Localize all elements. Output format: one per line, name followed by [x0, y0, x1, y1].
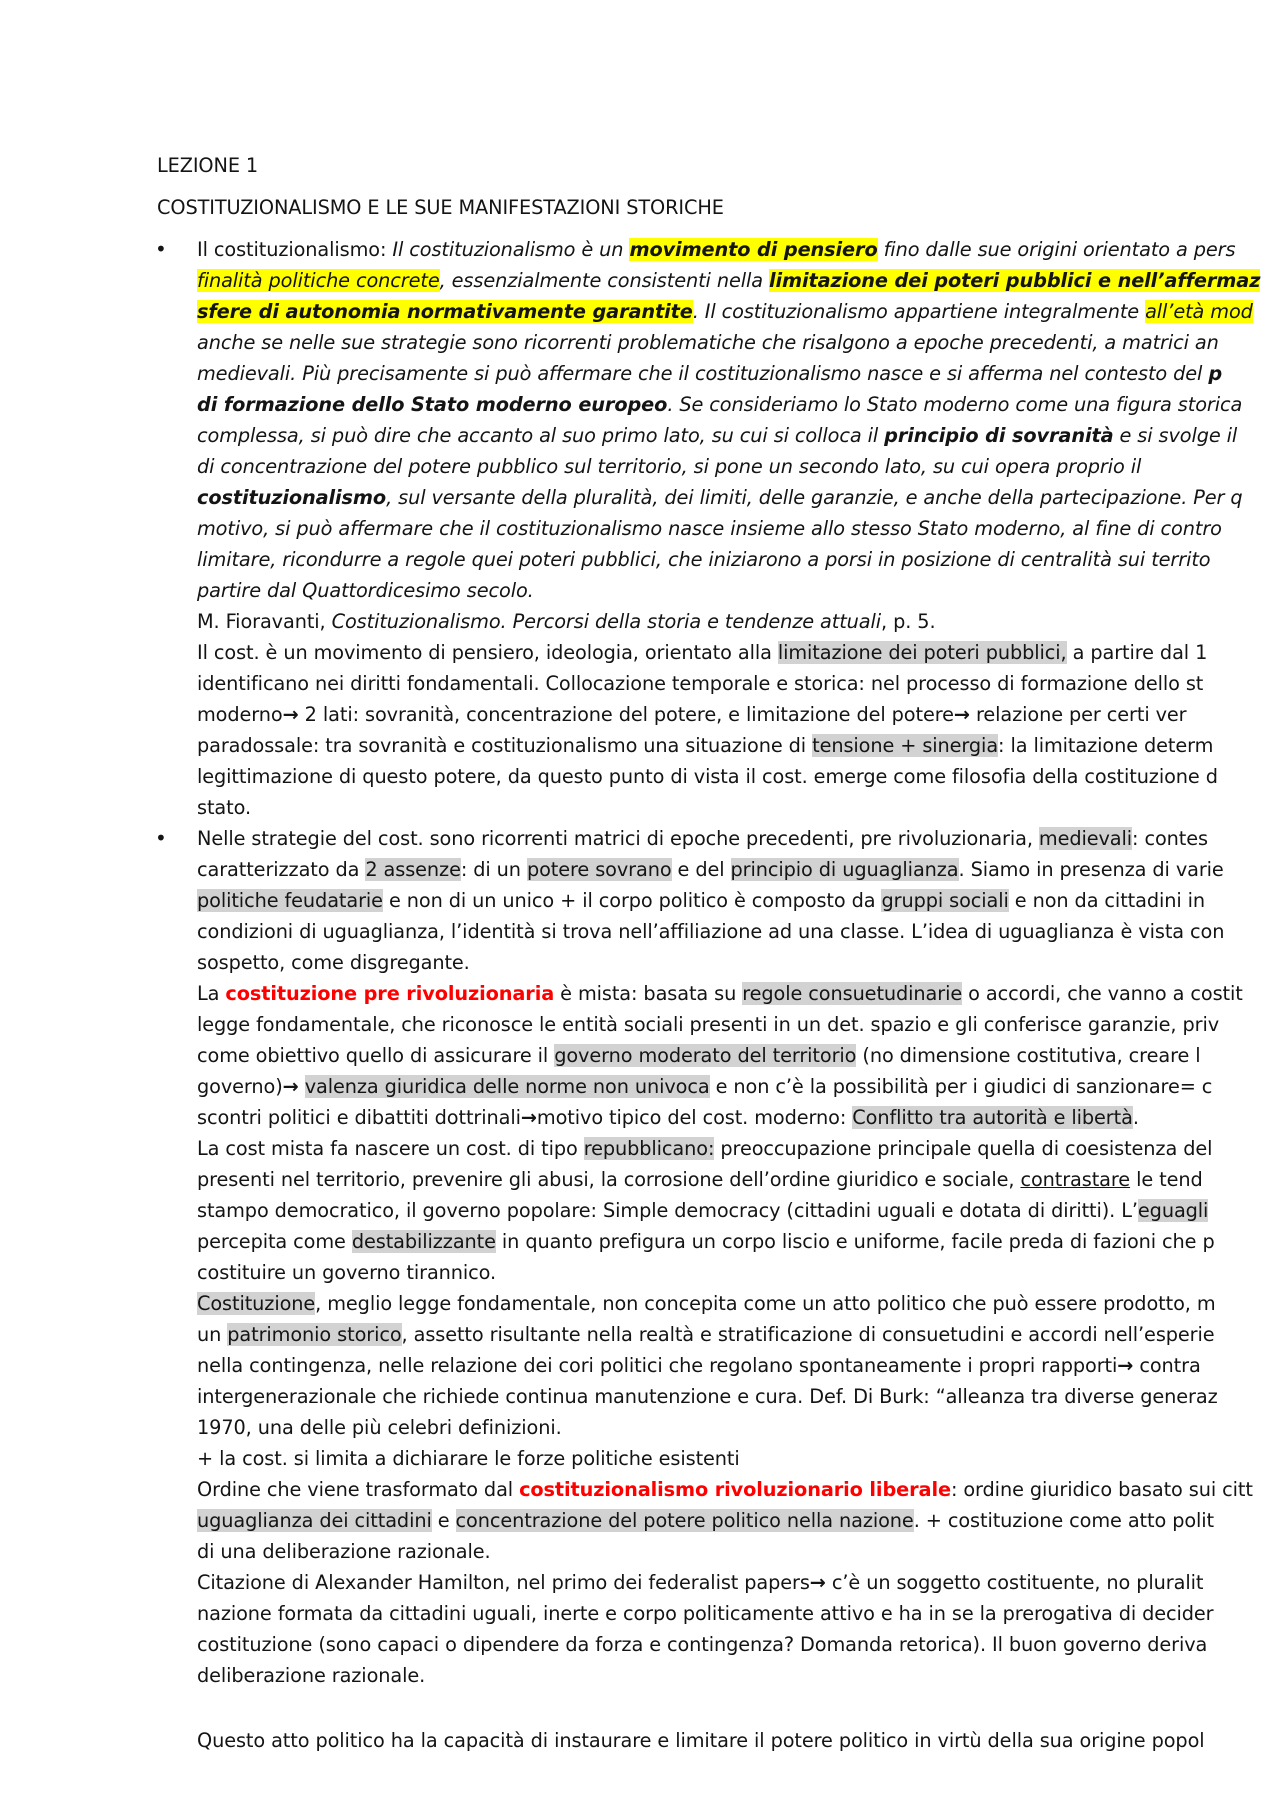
- text-line: [197, 1474, 1253, 1505]
- arrow-icon: →: [809, 1571, 826, 1594]
- arrow-icon: →: [282, 1075, 299, 1098]
- text-run: : di un: [460, 858, 527, 881]
- text-line: [197, 296, 1253, 327]
- bullet-marker: •: [155, 237, 167, 261]
- text-run: scontri politici e dibattiti dottrinali: [197, 1106, 521, 1129]
- citation-line: [197, 606, 936, 637]
- text-line: [197, 1288, 1216, 1319]
- section-heading: COSTITUZIONALISMO E LE SUE MANIFESTAZIONI STORICHE: [157, 196, 724, 219]
- highlight-yellow: all’età mod: [1145, 300, 1253, 323]
- text-line: [197, 1040, 1201, 1071]
- text-run: Il costituzionalismo:: [197, 238, 393, 261]
- text-line: sospetto, come disgregante.: [197, 951, 470, 974]
- text-line: [197, 978, 1243, 1009]
- arrow-icon: →: [282, 703, 299, 726]
- text-run: [299, 1075, 305, 1098]
- arrow-icon: →: [520, 1106, 537, 1129]
- text-run: stampo democratico, il governo popolare: Simple democracy (cittadini uguali e dotata di diritti). L’: [197, 1199, 1138, 1222]
- text-line: [197, 265, 1260, 296]
- text-line: identificano nei diritti fondamentali. Collocazione temporale e storica: nel processo di formazione dello st: [197, 672, 1204, 695]
- text-run: Nelle strategie del cost. sono ricorrenti matrici di epoche precedenti, pre rivoluzionaria,: [197, 827, 1039, 850]
- text-run: e del: [671, 858, 731, 881]
- bullet-marker: •: [155, 826, 167, 850]
- highlight-gray: patrimonio storico: [227, 1323, 402, 1346]
- text-run: costituzionalismo: [197, 486, 387, 509]
- highlight-yellow: sfere di autonomia normativamente garantite: [197, 300, 693, 323]
- text-run: 2 lati: sovranità, concentrazione del potere, e limitazione del potere: [298, 703, 954, 726]
- text-run: M. Fioravanti,: [197, 610, 332, 633]
- text-run: , meglio legge fondamentale, non concepita come un atto politico che può essere prodotto, m: [315, 1292, 1216, 1315]
- text-run: , essenzialmente consistenti nella: [439, 269, 769, 292]
- text-line-clipped: Questo atto politico ha la capacità di instaurare e limitare il potere politico in virtù della sua origine popol: [197, 1729, 1205, 1752]
- text-run: come obiettivo quello di assicurare il: [197, 1044, 555, 1067]
- highlight-gray: eguagli: [1137, 1199, 1209, 1222]
- text-line: [197, 854, 1224, 885]
- text-line: di concentrazione del potere pubblico sul territorio, si pone un secondo lato, su cui opera proprio il: [197, 455, 1142, 478]
- text-line: [197, 1102, 1139, 1133]
- text-run: . Siamo in presenza di varie: [958, 858, 1224, 881]
- text-run: in quanto prefigura un corpo liscio e uniforme, facile preda di fazioni che p: [495, 1230, 1215, 1253]
- highlight-gray: regole consuetudinarie: [742, 982, 963, 1005]
- text-run: moderno: [197, 703, 283, 726]
- text-line: [197, 389, 1242, 420]
- text-line: costituire un governo tirannico.: [197, 1261, 497, 1284]
- text-run: e si svolge il: [1113, 424, 1238, 447]
- text-run: , assetto risultante nella realtà e stratificazione di consuetudini e accordi nell’esperie: [401, 1323, 1215, 1346]
- text-line: [197, 1350, 1201, 1381]
- lesson-heading: LEZIONE 1: [157, 154, 259, 177]
- text-line: [197, 420, 1237, 451]
- text-line: [197, 823, 1208, 854]
- highlight-gray: repubblicano:: [583, 1137, 715, 1160]
- text-run: , p. 5.: [881, 610, 936, 633]
- text-run: o accordi, che vanno a costit: [962, 982, 1243, 1005]
- text-run: complessa, si può dire che accanto al suo primo lato, su cui si colloca il: [197, 424, 885, 447]
- red-term: costituzione pre rivoluzionaria: [225, 982, 555, 1005]
- text-run: a partire dal 1: [1066, 641, 1208, 664]
- text-run: è mista: basata su: [554, 982, 743, 1005]
- arrow-icon: →: [1117, 1354, 1134, 1377]
- text-line: costituzione (sono capaci o dipendere da forza e contingenza? Domanda retorica). Il buon governo deriva: [197, 1633, 1208, 1656]
- text-line: [197, 730, 1213, 761]
- highlight-gray: tensione + sinergia: [812, 734, 999, 757]
- text-line: legge fondamentale, che riconosce le entità sociali presenti in un det. spazio e gli conferisce garanzie, priv: [197, 1013, 1220, 1036]
- text-run: Citazione di Alexander Hamilton, nel primo dei federalist papers: [197, 1571, 810, 1594]
- highlight-gray: concentrazione del potere politico nella nazione: [455, 1509, 914, 1532]
- text-run: . + costituzione come atto polit: [913, 1509, 1215, 1532]
- text-run: (no dimensione costitutiva, creare l: [856, 1044, 1201, 1067]
- highlight-gray: 2 assenze: [365, 858, 461, 881]
- document-body: [155, 150, 1261, 1752]
- text-run: nella contingenza, nelle relazione dei cori politici che regolano spontaneamente i propri rapporti: [197, 1354, 1118, 1377]
- text-run: presenti nel territorio, prevenire gli abusi, la corrosione dell’ordine giuridico e sociale,: [197, 1168, 1021, 1191]
- text-line: deliberazione razionale.: [197, 1664, 426, 1687]
- text-run: e: [431, 1509, 456, 1532]
- text-run: fino dalle sue origini orientato a pers: [877, 238, 1236, 261]
- text-run: e non c’è la possibilità per i giudici di sanzionare= c: [709, 1075, 1213, 1098]
- text-line: [197, 1319, 1215, 1350]
- text-run: . Il costituzionalismo appartiene integralmente: [692, 300, 1146, 323]
- text-run: caratterizzato da: [197, 858, 366, 881]
- text-run: contra: [1133, 1354, 1201, 1377]
- underlined-term: contrastare: [1020, 1168, 1131, 1191]
- text-line: [197, 699, 1187, 730]
- text-run: : ordine giuridico basato sui citt: [950, 1478, 1253, 1501]
- text-run: le tend: [1130, 1168, 1203, 1191]
- highlight-gray: Conflitto tra autorità e libertà: [852, 1106, 1133, 1129]
- text-run: Ordine che viene trasformato dal: [197, 1478, 520, 1501]
- text-run: c’è un soggetto costituente, no pluralit: [825, 1571, 1204, 1594]
- text-line: [197, 234, 1235, 265]
- highlight-gray: Costituzione: [197, 1292, 316, 1315]
- text-line: [197, 885, 1205, 916]
- text-line: partire dal Quattordicesimo secolo.: [197, 579, 534, 602]
- text-run: Il costituzionalismo è un: [392, 238, 630, 261]
- text-run: p: [1208, 362, 1223, 385]
- text-line: condizioni di uguaglianza, l’identità si trova nell’affiliazione ad una classe. L’idea di uguaglianza è vista con: [197, 920, 1225, 943]
- highlight-gray: uguaglianza dei cittadini: [197, 1509, 432, 1532]
- text-run: La: [197, 982, 226, 1005]
- text-run: : la limitazione determ: [998, 734, 1214, 757]
- text-run: . Se consideriamo lo Stato moderno come una figura storica: [667, 393, 1243, 416]
- text-line: [197, 1505, 1214, 1536]
- text-line: [197, 1195, 1208, 1226]
- highlight-gray: politiche feudatarie: [197, 889, 383, 912]
- highlight-gray: medievali: [1038, 827, 1133, 850]
- highlight-yellow: limitazione dei poteri pubblici e nell’affermaz: [768, 269, 1261, 292]
- text-run: principio di sovranità: [884, 424, 1114, 447]
- text-run: : contes: [1132, 827, 1208, 850]
- text-run: , sul versante della pluralità, dei limiti, delle garanzie, e anche della partecipazione. Per q: [386, 486, 1243, 509]
- text-line: stato.: [197, 796, 251, 819]
- highlight-yellow: movimento di pensiero: [629, 238, 878, 261]
- highlight-gray: valenza giuridica delle norme non univoca: [304, 1075, 710, 1098]
- highlight-gray: limitazione dei poteri pubblici,: [777, 641, 1067, 664]
- text-line: [197, 482, 1243, 513]
- text-line: [197, 1071, 1212, 1102]
- text-line: [197, 1133, 1212, 1164]
- text-line: [197, 1164, 1203, 1195]
- text-run: medievali. Più precisamente si può affermare che il costituzionalismo nasce e si afferma nel contesto del: [197, 362, 1209, 385]
- text-run: relazione per certi ver: [969, 703, 1187, 726]
- text-run: motivo tipico del cost. moderno:: [536, 1106, 853, 1129]
- highlight-gray: principio di uguaglianza: [730, 858, 959, 881]
- text-line: [197, 1567, 1203, 1598]
- text-run: preoccupazione principale quella di coesistenza del: [714, 1137, 1213, 1160]
- text-line: intergenerazionale che richiede continua manutenzione e cura. Def. Di Burk: “alleanza tra diverse generaz: [197, 1385, 1218, 1408]
- text-line: [197, 1226, 1215, 1257]
- text-run: Il cost. è un movimento di pensiero, ideologia, orientato alla: [197, 641, 778, 664]
- highlight-gray: gruppi sociali: [881, 889, 1009, 912]
- text-line: 1970, una delle più celebri definizioni.: [197, 1416, 562, 1439]
- text-line: [197, 358, 1222, 389]
- text-line: + la cost. si limita a dichiarare le forze politiche esistenti: [197, 1447, 740, 1470]
- text-run: .: [1132, 1106, 1139, 1129]
- text-run: e non da cittadini in: [1008, 889, 1206, 912]
- text-line: nazione formata da cittadini uguali, inerte e corpo politicamente attivo e ha in se la prerogativa di decider: [197, 1602, 1214, 1625]
- text-run: Costituzionalismo. Percorsi della storia e tendenze attuali: [331, 610, 882, 633]
- text-line: di una deliberazione razionale.: [197, 1540, 491, 1563]
- highlight-gray: destabilizzante: [351, 1230, 496, 1253]
- highlight-gray: governo moderato del territorio: [554, 1044, 857, 1067]
- text-run: e non di un unico + il corpo politico è composto da: [382, 889, 882, 912]
- text-line: limitare, ricondurre a regole quei poteri pubblici, che iniziarono a porsi in posizione di centralità sui territo: [197, 548, 1211, 571]
- arrow-icon: →: [953, 703, 970, 726]
- text-run: un: [197, 1323, 228, 1346]
- text-run: paradossale: tra sovranità e costituzionalismo una situazione di: [197, 734, 813, 757]
- highlight-yellow: finalità politiche concrete: [197, 269, 440, 292]
- text-line: motivo, si può affermare che il costituzionalismo nasce insieme allo stesso Stato moderno, al fine di contro: [197, 517, 1222, 540]
- text-run: governo): [197, 1075, 283, 1098]
- red-term: costituzionalismo rivoluzionario liberale: [519, 1478, 951, 1501]
- text-line: legittimazione di questo potere, da questo punto di vista il cost. emerge come filosofia della costituzione d: [197, 765, 1218, 788]
- text-line: anche se nelle sue strategie sono ricorrenti problematiche che risalgono a epoche precedenti, a matrici an: [197, 331, 1219, 354]
- text-run: La cost mista fa nascere un cost. di tipo: [197, 1137, 584, 1160]
- text-run: percepita come: [197, 1230, 352, 1253]
- text-run: di formazione dello Stato moderno europeo: [197, 393, 668, 416]
- highlight-gray: potere sovrano: [526, 858, 672, 881]
- text-line: [197, 637, 1207, 668]
